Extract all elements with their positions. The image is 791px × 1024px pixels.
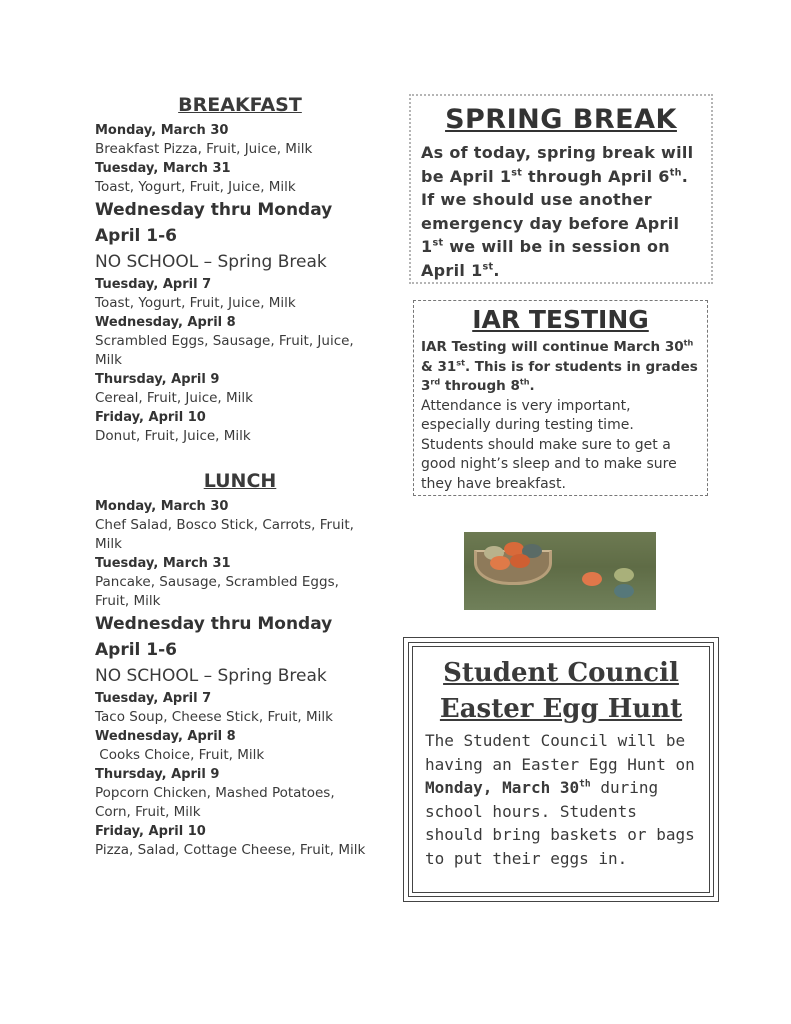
egg-hunt-box xyxy=(403,637,719,902)
breakfast-day-6 xyxy=(95,408,385,446)
lunch-day-6 xyxy=(95,822,385,860)
breakfast-day-5 xyxy=(95,370,385,408)
meal-text: Toast, Yogurt, Fruit, Juice, Milk xyxy=(95,179,296,195)
meal-text: Pancake, Sausage, Scrambled Eggs, Fruit, Milk xyxy=(95,574,339,609)
day-label: Thursday, April 9 xyxy=(95,767,220,782)
meal-text: Taco Soup, Cheese Stick, Fruit, Milk xyxy=(95,709,333,725)
day-label: Friday, April 10 xyxy=(95,410,206,425)
meal-text: Donut, Fruit, Juice, Milk xyxy=(95,428,251,444)
menu-column xyxy=(95,94,385,860)
egg-hunt-text: The Student Council will be having an Easter Egg Hunt on Monday, March 30th during school hours. Students should bring baskets or bags to put their eggs in. xyxy=(425,731,695,868)
no-school-note: NO SCHOOL – Spring Break xyxy=(95,666,327,686)
day-label: Monday, March 30 xyxy=(95,499,229,514)
meal-text: Cereal, Fruit, Juice, Milk xyxy=(95,390,253,406)
lunch-day-3 xyxy=(95,689,385,727)
day-label: Tuesday, April 7 xyxy=(95,277,212,292)
meal-text: Cooks Choice, Fruit, Milk xyxy=(95,747,265,763)
egg-hunt-title: Student Council Easter Egg Hunt xyxy=(439,658,683,724)
day-label: Friday, April 10 xyxy=(95,824,206,839)
meal-text: Scrambled Eggs, Sausage, Fruit, Juice, Milk xyxy=(95,333,354,368)
lunch-day-4 xyxy=(95,727,385,765)
egg-shape xyxy=(614,584,634,598)
meal-text: Popcorn Chicken, Mashed Potatoes, Corn, Fruit, Milk xyxy=(95,785,335,820)
spring-break-text: As of today, spring break will be April 1st through April 6th. If we should use another emergency day before April 1st we will be in session on April 1st. xyxy=(421,143,694,280)
lunch-title: LUNCH xyxy=(203,470,277,492)
breakfast-day-2 xyxy=(95,159,385,197)
day-label: Wednesday, April 8 xyxy=(95,315,236,330)
day-label: Tuesday, April 7 xyxy=(95,691,212,706)
break-days-label: Wednesday thru Monday April 1-6 xyxy=(95,614,333,660)
breakfast-day-1 xyxy=(95,121,385,159)
egg-shape xyxy=(614,568,634,582)
meal-text: Breakfast Pizza, Fruit, Juice, Milk xyxy=(95,141,313,157)
day-label: Tuesday, March 31 xyxy=(95,556,231,571)
breakfast-day-3 xyxy=(95,275,385,313)
lunch-day-5 xyxy=(95,765,385,822)
lunch-day-1 xyxy=(95,497,385,554)
day-label: Wednesday, April 8 xyxy=(95,729,236,744)
easter-eggs-image xyxy=(464,532,656,610)
egg-shape xyxy=(510,554,530,568)
break-days-label: Wednesday thru Monday April 1-6 xyxy=(95,200,333,246)
egg-shape xyxy=(490,556,510,570)
day-label: Monday, March 30 xyxy=(95,123,229,138)
no-school-note: NO SCHOOL – Spring Break xyxy=(95,252,327,272)
spring-break-title: SPRING BREAK xyxy=(445,104,677,135)
lunch-day-2 xyxy=(95,554,385,611)
day-label: Tuesday, March 31 xyxy=(95,161,231,176)
breakfast-title: BREAKFAST xyxy=(178,94,302,116)
breakfast-day-4 xyxy=(95,313,385,370)
meal-text: Chef Salad, Bosco Stick, Carrots, Fruit, Milk xyxy=(95,517,354,552)
meal-text: Toast, Yogurt, Fruit, Juice, Milk xyxy=(95,295,296,311)
spring-break-box xyxy=(409,94,713,284)
iar-testing-body: Attendance is very important, especially during testing time. Students should make sure to get a good night’s sleep and to make sure they have breakfast. xyxy=(421,397,677,492)
iar-testing-notice: IAR Testing will continue March 30th & 31st. This is for students in grades 3rd through 8th. xyxy=(421,337,698,394)
meal-text: Pizza, Salad, Cottage Cheese, Fruit, Milk xyxy=(95,842,366,858)
iar-testing-box xyxy=(413,300,708,496)
iar-testing-title: IAR TESTING xyxy=(472,305,649,334)
egg-shape xyxy=(582,572,602,586)
day-label: Thursday, April 9 xyxy=(95,372,220,387)
